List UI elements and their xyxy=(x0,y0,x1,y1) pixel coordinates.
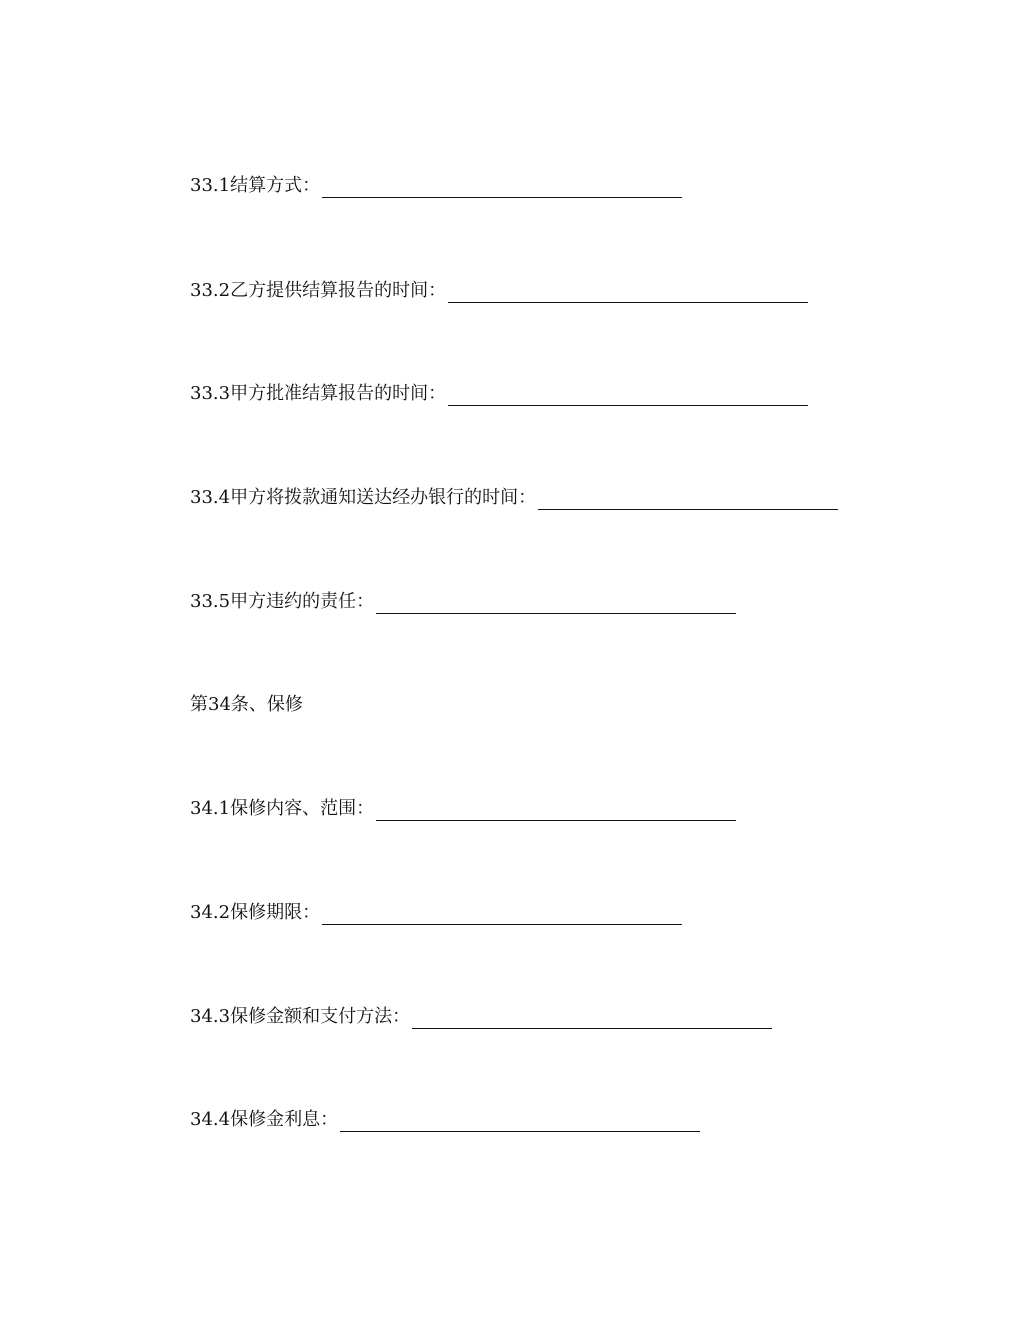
clause-33-4-label: 33.4甲方将拨款通知送达经办银行的时间： xyxy=(190,487,537,508)
clause-33-5-label: 33.5甲方违约的责任： xyxy=(190,591,375,612)
clause-33-1-fill-blank[interactable] xyxy=(322,179,682,198)
clause-33-4 xyxy=(190,486,838,510)
clause-34-4-label: 34.4保修金利息： xyxy=(190,1109,339,1130)
clause-33-4-fill-blank[interactable] xyxy=(538,491,838,510)
clause-33-3-label: 33.3甲方批准结算报告的时间： xyxy=(190,383,447,404)
clause-34-3-fill-blank[interactable] xyxy=(412,1010,772,1029)
clause-34-4-fill-blank[interactable] xyxy=(340,1113,700,1132)
clause-33-1-label: 33.1结算方式： xyxy=(190,175,321,196)
clause-34-2-label: 34.2保修期限： xyxy=(190,902,321,923)
clause-33-2-label: 33.2乙方提供结算报告的时间： xyxy=(190,280,447,301)
clause-34-2-fill-blank[interactable] xyxy=(322,906,682,925)
section-heading-34-label: 第34条、保修 xyxy=(190,694,303,715)
clause-34-3 xyxy=(190,1005,772,1029)
clause-34-1-label: 34.1保修内容、范围： xyxy=(190,798,375,819)
clause-33-3 xyxy=(190,382,808,406)
clause-33-2 xyxy=(190,279,808,303)
clause-34-1-fill-blank[interactable] xyxy=(376,802,736,821)
clause-33-5 xyxy=(190,590,736,614)
clause-33-2-fill-blank[interactable] xyxy=(448,284,808,303)
clause-33-3-fill-blank[interactable] xyxy=(448,387,808,406)
clause-34-2 xyxy=(190,901,682,925)
clause-34-3-label: 34.3保修金额和支付方法： xyxy=(190,1006,411,1027)
clause-33-1 xyxy=(190,174,682,198)
clause-34-1 xyxy=(190,797,736,821)
section-heading-34 xyxy=(190,693,303,717)
clause-33-5-fill-blank[interactable] xyxy=(376,595,736,614)
clause-34-4 xyxy=(190,1108,700,1132)
